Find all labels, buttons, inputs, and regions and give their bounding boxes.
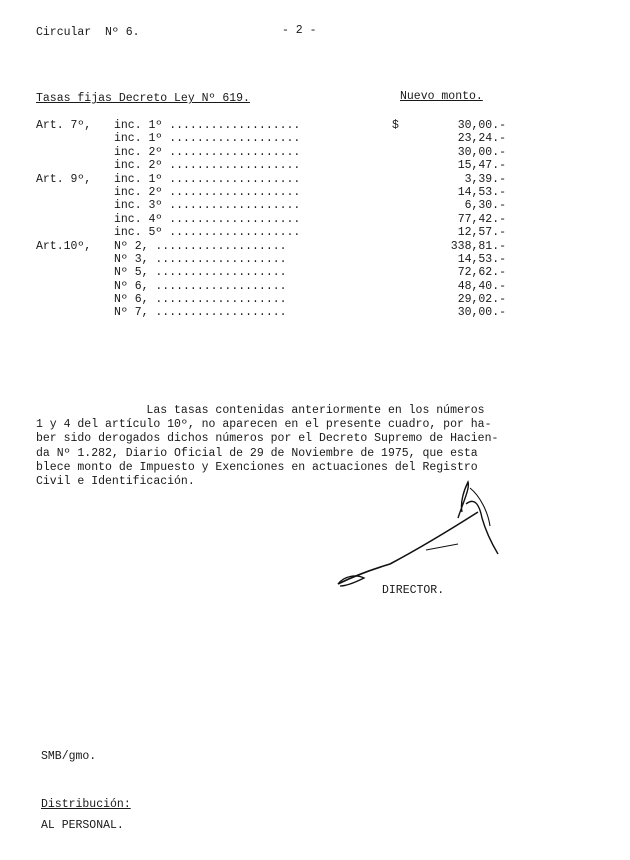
fee-table [36,119,506,320]
item-label: Nº 3, ................... [114,252,287,266]
amount-value: 23,24.- [457,132,506,146]
item-label: Nº 6, ................... [114,293,287,307]
item-label: inc. 1º ................... [114,132,301,146]
amount-value: 72,62.- [457,266,506,280]
table-row [36,186,506,199]
amount-value: 12,57.- [457,226,506,240]
article-label: Art. 7º, [36,119,92,132]
amount-value: 14,53.- [457,252,506,266]
amount-value: 29,02.- [457,293,506,307]
table-row [36,119,506,132]
table-row [36,293,506,306]
distribution-label: Distribución: [41,798,131,811]
paragraph-line: ber sido derogados dichos números por el Decreto Supremo de Hacien- [36,432,499,446]
item-label: inc. 2º ................... [114,159,301,173]
table-row [36,280,506,293]
amount-value: 6,30.- [464,199,506,213]
item-label: inc. 3º ................... [114,199,301,213]
item-label: Nº 7, ................... [114,306,287,320]
item-label: inc. 1º ................... [114,119,301,132]
amount-value: 3,39.- [464,172,506,186]
amount-value: 30,00.- [457,145,506,159]
table-row [36,173,506,186]
amount-value: 48,40.- [457,279,506,293]
signatory-title: DIRECTOR. [382,584,445,597]
article-label: Art. 9º, [36,172,92,186]
table-row [36,159,506,172]
article-label: Art.10º, [36,239,92,253]
table-row [36,240,506,253]
table-row [36,226,506,239]
table-row [36,132,506,145]
table-row [36,306,506,319]
paragraph-line: da Nº 1.282, Diario Oficial de 29 de Noviembre de 1975, que esta [36,446,478,460]
handwritten-signature [330,478,510,593]
table-row [36,266,506,279]
currency-symbol: $ [392,119,399,132]
item-label: inc. 4º ................... [114,212,301,226]
paragraph-line: 1 y 4 del artículo 10º, no aparecen en el presente cuadro, por ha- [36,418,492,432]
table-title: Tasas fijas Decreto Ley Nº 619. [36,92,250,105]
item-label: Nº 5, ................... [114,266,287,280]
item-label: inc. 2º ................... [114,185,301,199]
item-label: inc. 2º ................... [114,145,301,159]
table-row [36,146,506,159]
paragraph-line: Civil e Identificación. [36,475,195,489]
table-row [36,199,506,212]
reference-initials: SMB/gmo. [41,750,97,763]
amount-column-title: Nuevo monto. [400,90,483,103]
circular-number: Circular Nº 6. [36,26,140,39]
amount-value: 30,00.- [457,306,506,320]
distribution-value: AL PERSONAL. [41,819,124,832]
paragraph-line: blece monto de Impuesto y Exenciones en actuaciones del Registro [36,460,478,474]
item-label: Nº 6, ................... [114,279,287,293]
amount-value: 15,47.- [457,159,506,173]
amount-value: 14,53.- [457,185,506,199]
amount-value: 77,42.- [457,212,506,226]
item-label: inc. 5º ................... [114,226,301,240]
explanatory-paragraph [36,404,614,489]
table-row [36,253,506,266]
page-number: - 2 - [282,24,317,37]
paragraph-line: Las tasas contenidas anteriormente en los números [36,404,485,417]
amount-value: 30,00.- [457,119,506,132]
item-label: inc. 1º ................... [114,172,301,186]
amount-value: 338,81.- [450,239,506,253]
item-label: Nº 2, ................... [114,239,287,253]
table-row [36,213,506,226]
